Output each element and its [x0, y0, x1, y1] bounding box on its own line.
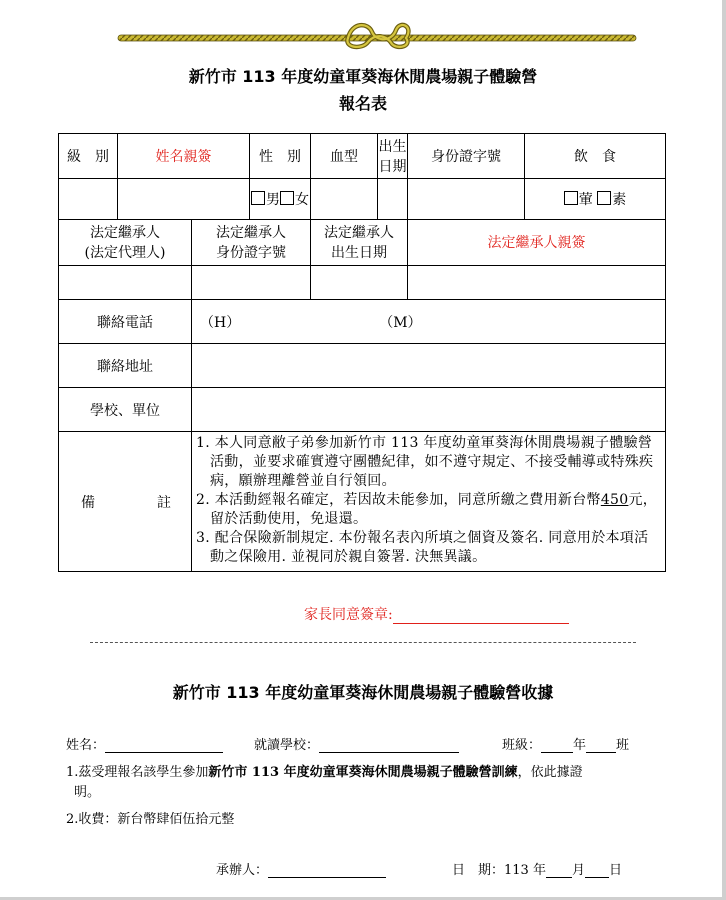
guardian-id-cell[interactable]	[192, 266, 311, 300]
receipt-name-line[interactable]	[105, 739, 223, 753]
school-label: 學校、單位	[59, 388, 192, 432]
parent-signature-label: 家長同意簽章:	[304, 607, 393, 623]
school-cell[interactable]	[192, 388, 666, 432]
receipt-year-label: 年	[573, 738, 587, 753]
note-2-text: 2. 本活動經報名確定，若因故未能參加，同意所繳之費用新台幣	[196, 492, 601, 508]
note-item-3: 3. 配合保險新制規定. 本份報名表內所填之個資及簽名. 同意用於本項活動之保險用. 並視同於親自簽署. 決無異議。	[196, 530, 649, 565]
guardian-birth-line2: 出生日期	[331, 244, 387, 261]
receipt-line-2: 2.收費：新台幣肆佰伍拾元整	[66, 812, 235, 827]
address-cell[interactable]	[192, 344, 666, 388]
receipt-class-field	[502, 734, 629, 753]
receipt-line-1-pre: 1.茲受理報名該學生參加	[66, 765, 209, 780]
guardian-sign-cell[interactable]	[408, 266, 666, 300]
guardian-name-header	[59, 220, 192, 266]
receipt-school-field	[254, 734, 459, 753]
receipt-date-field	[452, 859, 622, 878]
receipt-class-suffix: 班	[616, 738, 630, 753]
remarks-label-a: 備	[81, 494, 95, 511]
female-checkbox[interactable]	[280, 191, 294, 205]
phone-mobile-label: （M）	[386, 314, 422, 331]
phone-label: 聯絡電話	[59, 300, 192, 344]
header-gender: 性 別	[250, 134, 311, 179]
remarks-label	[59, 432, 192, 572]
birth-cell[interactable]	[378, 179, 408, 220]
receipt-title: 新竹市 113 年度幼童軍葵海休閒農場親子體驗營收據	[172, 683, 554, 702]
phone-cell[interactable]	[192, 300, 666, 344]
note-item-1: 1. 本人同意敝子弟參加新竹市 113 年度幼童軍葵海休閒農場親子體驗營活動，並要求確實遵守團體紀律，如不遵守規定、不接受輔導或特殊疾病，願辦理離營並自行領回。	[196, 435, 654, 489]
header-birth: 出生日期	[378, 134, 408, 179]
receipt-month-label: 月	[571, 863, 585, 878]
header-blood: 血型	[311, 134, 378, 179]
guardian-name-line1: 法定繼承人	[90, 224, 160, 241]
guardian-id-line1: 法定繼承人	[216, 224, 286, 241]
guardian-id-header	[192, 220, 311, 266]
cut-line	[90, 642, 636, 643]
page-edge-right	[722, 0, 726, 900]
guardian-birth-line1: 法定繼承人	[324, 224, 394, 241]
receipt-line-1-bold: 新竹市 113 年度幼童軍葵海休閒農場親子體驗營訓練	[208, 765, 518, 780]
form-subtitle: 報名表	[338, 94, 387, 113]
receipt-month-line[interactable]	[546, 864, 572, 878]
veg-checkbox[interactable]	[597, 191, 611, 205]
receipt-school-label: 就讀學校：	[254, 738, 320, 753]
phone-home-label: （H）	[200, 314, 241, 331]
registration-table	[58, 133, 666, 572]
rope-knot-icon	[116, 20, 638, 50]
receipt-handler-label: 承辦人：	[216, 863, 269, 878]
name-cell[interactable]	[118, 179, 250, 220]
guardian-sign-header: 法定繼承人親簽	[408, 220, 666, 266]
receipt-date-label: 日 期：113 年	[452, 863, 546, 878]
receipt-year-line[interactable]	[541, 739, 573, 753]
receipt-name-field	[66, 734, 223, 753]
gender-cell	[250, 179, 311, 220]
diet-cell	[525, 179, 666, 220]
form-title: 新竹市 113 年度幼童軍葵海休閒農場親子體驗營	[188, 67, 538, 86]
male-checkbox[interactable]	[251, 191, 265, 205]
remarks-notes	[192, 432, 666, 572]
fee-amount: 450	[600, 492, 629, 508]
receipt-line-1-cont: 明。	[74, 785, 101, 800]
header-name-sign: 姓名親簽	[118, 134, 250, 179]
note-2-tail: 元，留於活動使用，免退還。	[210, 492, 658, 527]
header-id: 身份證字號	[408, 134, 525, 179]
receipt-day-label: 日	[608, 863, 622, 878]
receipt-line-1	[66, 761, 583, 780]
receipt-line-1-post: ，依此據證	[517, 765, 583, 780]
remarks-label-b: 註	[157, 494, 171, 511]
note-item-2	[196, 491, 661, 529]
grade-cell[interactable]	[59, 179, 118, 220]
guardian-name-line2: (法定代理人)	[84, 244, 166, 261]
guardian-birth-cell[interactable]	[311, 266, 408, 300]
receipt-handler-line[interactable]	[268, 864, 386, 878]
receipt-handler-field	[216, 859, 386, 878]
parent-signature-line[interactable]	[393, 608, 569, 624]
veg-label: 素	[612, 192, 627, 208]
receipt-school-line[interactable]	[319, 739, 459, 753]
receipt-class-label: 班級：	[502, 738, 542, 753]
male-label: 男	[266, 192, 280, 208]
blood-cell[interactable]	[311, 179, 378, 220]
header-diet: 飲 食	[525, 134, 666, 179]
receipt-class-line[interactable]	[586, 739, 616, 753]
meat-label: 葷	[578, 192, 593, 208]
guardian-name-cell[interactable]	[59, 266, 192, 300]
guardian-birth-header	[311, 220, 408, 266]
receipt-day-line[interactable]	[585, 864, 609, 878]
header-grade: 級 別	[59, 134, 118, 179]
guardian-id-line2: 身份證字號	[216, 244, 286, 261]
female-label: 女	[295, 192, 309, 208]
meat-checkbox[interactable]	[564, 191, 578, 205]
receipt-name-label: 姓名：	[66, 738, 106, 753]
id-cell[interactable]	[408, 179, 525, 220]
address-label: 聯絡地址	[59, 344, 192, 388]
parent-signature-field[interactable]	[304, 604, 569, 624]
